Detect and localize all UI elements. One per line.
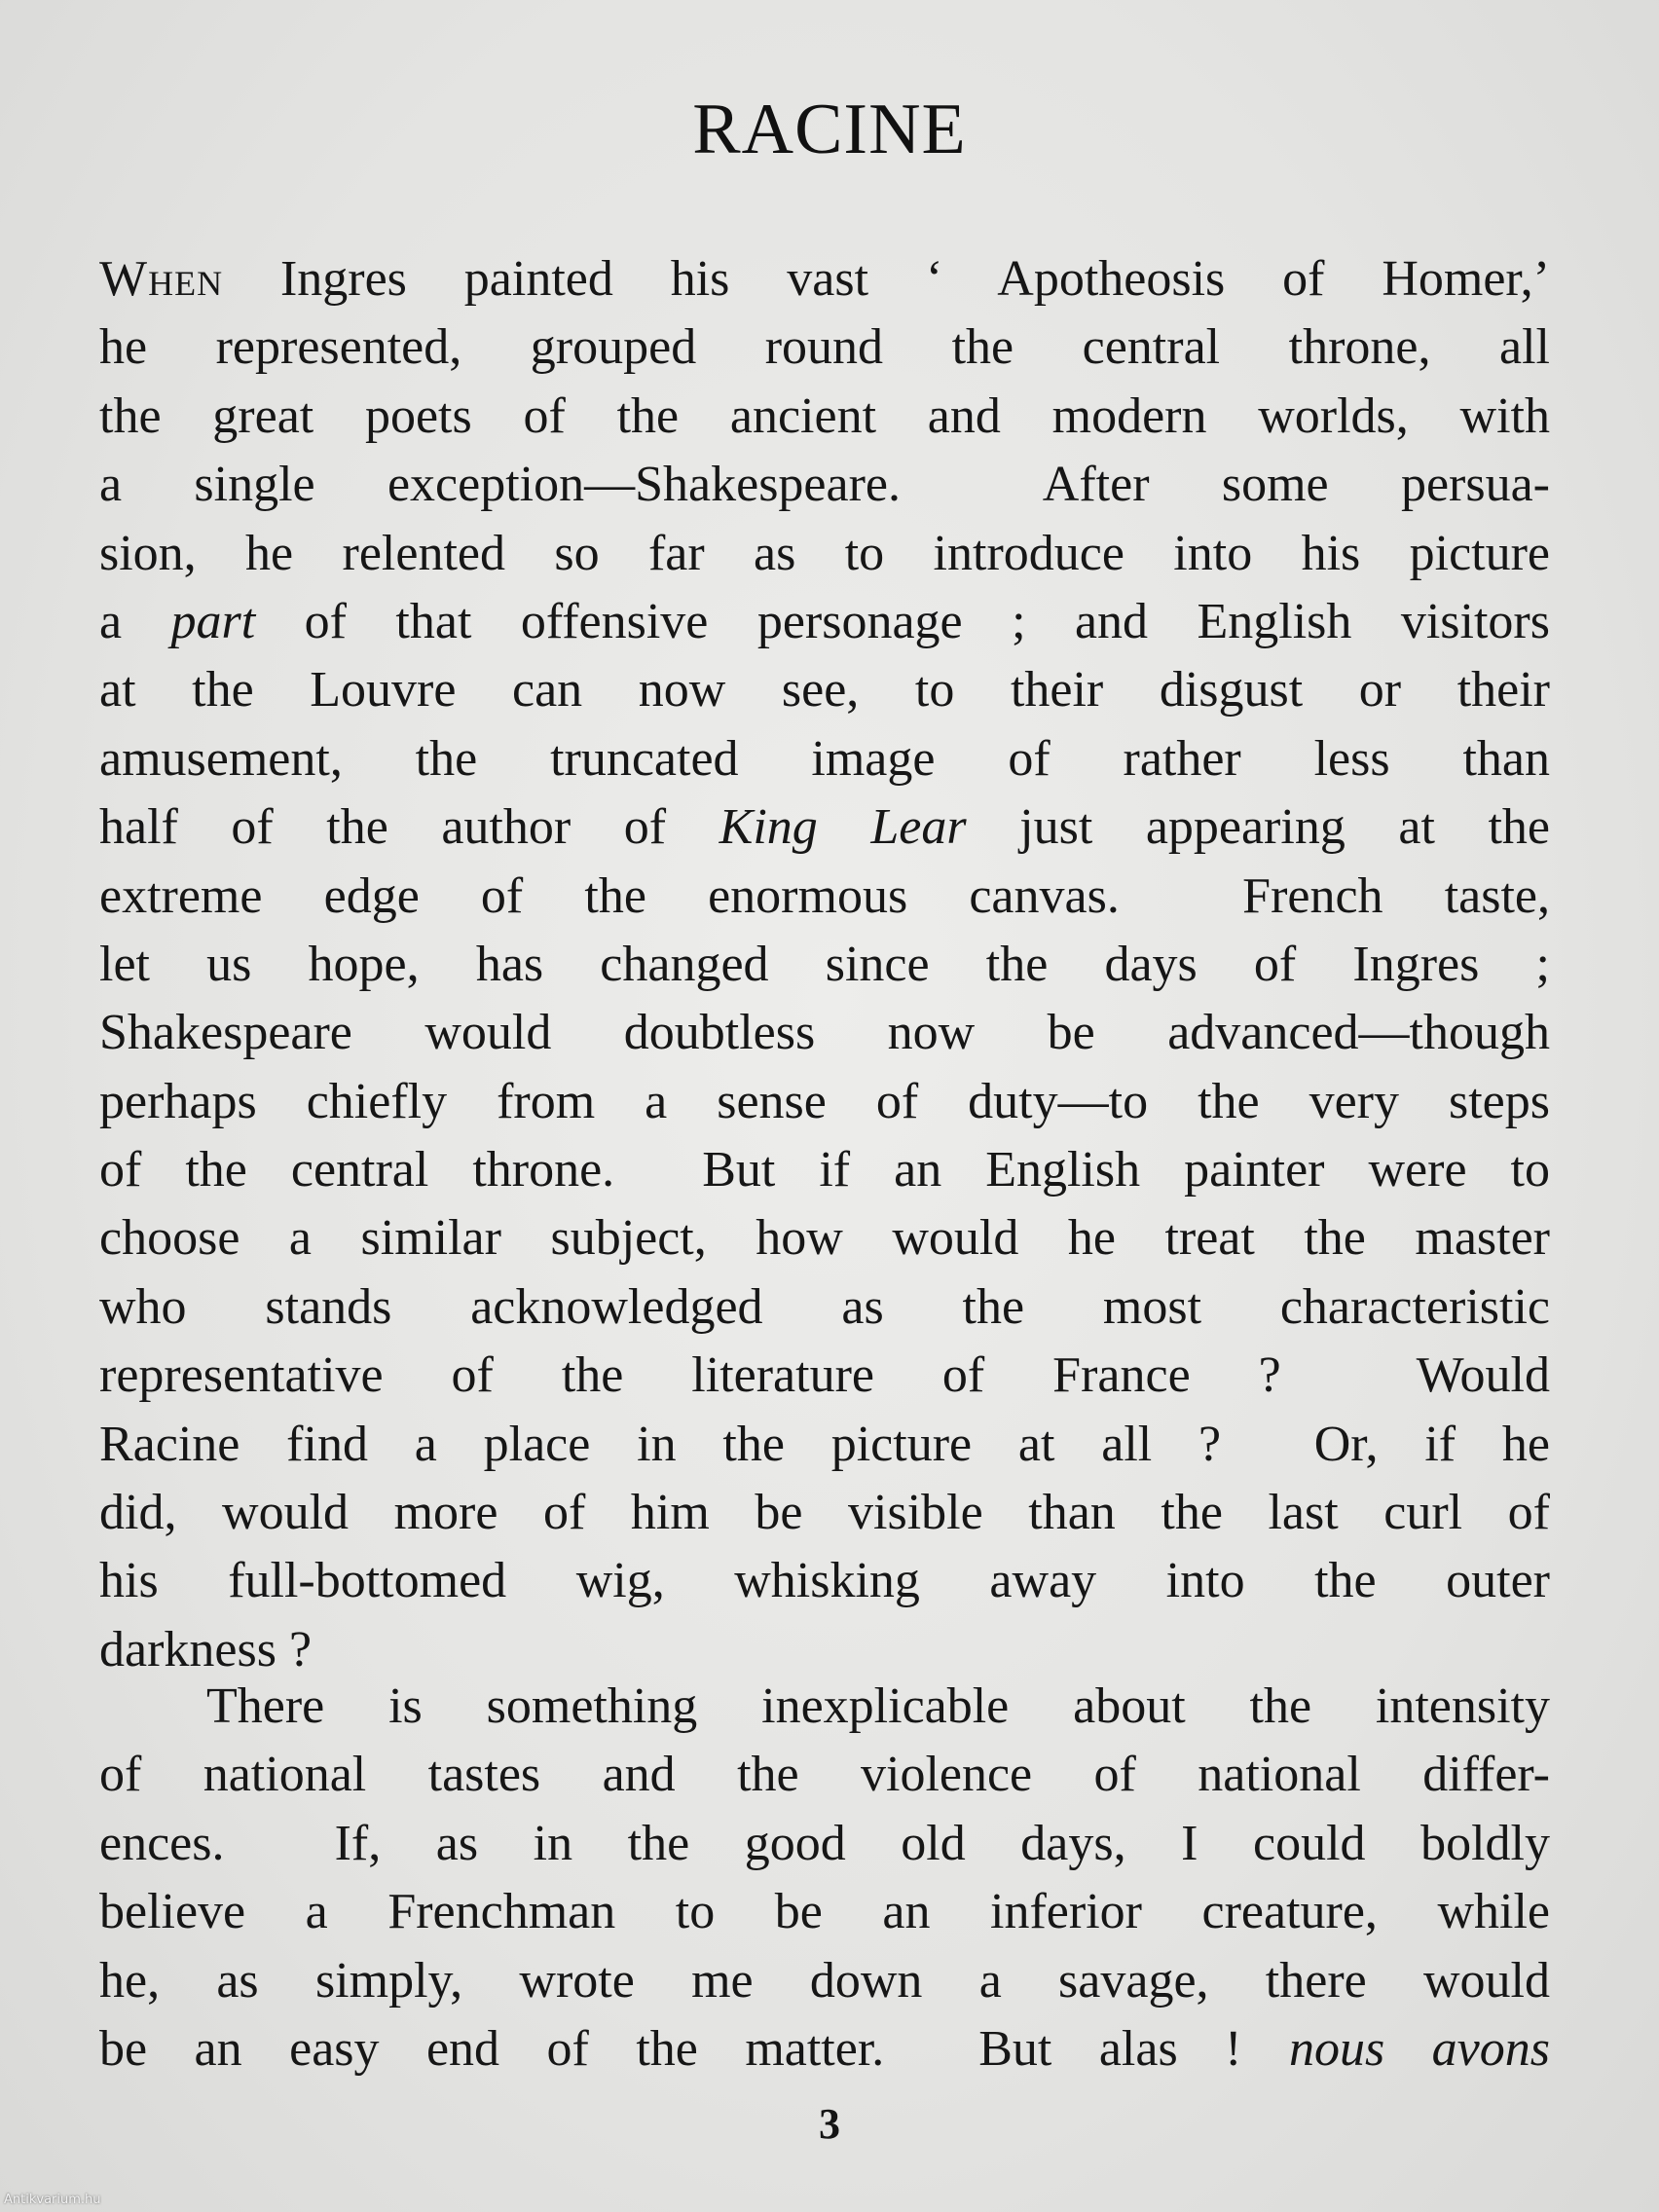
italic-title-king-lear: King Lear	[719, 799, 967, 856]
text-line	[99, 1947, 1550, 2015]
text-segment: he, as simply, wrote me down a savage, there would	[99, 1952, 1550, 2009]
text-segment: did, would more of him be visible than the last curl of	[99, 1485, 1550, 1541]
text-line	[99, 520, 1550, 588]
text-segment: representative of the literature of France ? Would	[99, 1347, 1550, 1404]
text-segment: half of the author of	[99, 799, 719, 856]
text-segment: Shakespeare would doubtless now be advanced—though	[99, 1005, 1550, 1061]
text-line	[99, 1342, 1550, 1410]
text-line	[99, 245, 1550, 313]
text-segment: a	[99, 593, 171, 649]
text-line	[99, 1479, 1550, 1547]
text-segment: of national tastes and the violence of national differ-	[99, 1747, 1550, 1803]
text-segment: the great poets of the ancient and modern worlds, with	[99, 387, 1550, 444]
text-segment: at the Louvre can now see, to their disgust or their	[99, 662, 1550, 719]
text-segment: he represented, grouped round the central throne, all	[99, 319, 1550, 376]
paragraph-2	[99, 1673, 1550, 2083]
text-segment: Ingres painted his vast ‘ Apotheosis of Homer,’	[223, 251, 1550, 307]
text-segment: be an easy end of the matter. But alas !	[99, 2020, 1289, 2077]
text-segment: amusement, the truncated image of rather less than	[99, 730, 1550, 787]
text-line	[99, 313, 1550, 382]
text-segment: perhaps chiefly from a sense of duty—to the very steps	[99, 1073, 1550, 1129]
text-segment: a single exception—Shakespeare. After some persua-	[99, 457, 1550, 513]
text-line	[99, 793, 1550, 862]
text-segment: ences. If, as in the good old days, I could boldly	[99, 1815, 1550, 1871]
text-line	[99, 1741, 1550, 1809]
text-line	[99, 588, 1550, 656]
text-line	[99, 656, 1550, 724]
text-segment: just appearing at the	[966, 799, 1550, 856]
text-line	[99, 1068, 1550, 1136]
text-line	[99, 1136, 1550, 1204]
text-line	[99, 383, 1550, 451]
text-segment: let us hope, has changed since the days of Ingres ;	[99, 936, 1550, 992]
text-line	[99, 999, 1550, 1067]
italic-french-phrase: nous avons	[1288, 2020, 1550, 2077]
italic-word: part	[170, 593, 256, 649]
text-line	[99, 2015, 1550, 2083]
text-segment: Racine find a place in the picture at all ? Or, if he	[99, 1416, 1550, 1472]
text-segment: of that offensive personage ; and English visitors	[255, 593, 1550, 649]
text-segment: darkness ?	[99, 1621, 313, 1677]
text-line	[99, 1411, 1550, 1479]
text-line	[99, 1673, 1550, 1741]
paragraph-1	[99, 245, 1550, 1684]
text-segment: extreme edge of the enormous canvas. French taste,	[99, 867, 1550, 924]
page-number: 3	[819, 2100, 840, 2148]
text-segment: his full-bottomed wig, whisking away into the outer	[99, 1553, 1550, 1609]
text-segment: sion, he relented so far as to introduce into his picture	[99, 525, 1550, 581]
text-line	[99, 1810, 1550, 1878]
text-segment: who stands acknowledged as the most characteristic	[99, 1278, 1550, 1335]
text-line	[99, 1547, 1550, 1615]
text-segment: There is something inexplicable about the intensity	[206, 1678, 1550, 1734]
text-line	[99, 451, 1550, 519]
text-line	[99, 1273, 1550, 1342]
text-segment: believe a Frenchman to be an inferior creature, while	[99, 1884, 1550, 1940]
text-segment: of the central throne. But if an English painter were to	[99, 1142, 1550, 1198]
text-line	[99, 863, 1550, 931]
text-line	[99, 725, 1550, 793]
small-caps-opening: When	[99, 251, 224, 307]
watermark-text: Antikvarium.hu	[4, 2193, 101, 2207]
text-line	[99, 1878, 1550, 1946]
chapter-title: RACINE	[692, 90, 967, 169]
text-line	[99, 931, 1550, 999]
text-segment: choose a similar subject, how would he treat the master	[99, 1210, 1550, 1267]
text-line	[99, 1204, 1550, 1272]
